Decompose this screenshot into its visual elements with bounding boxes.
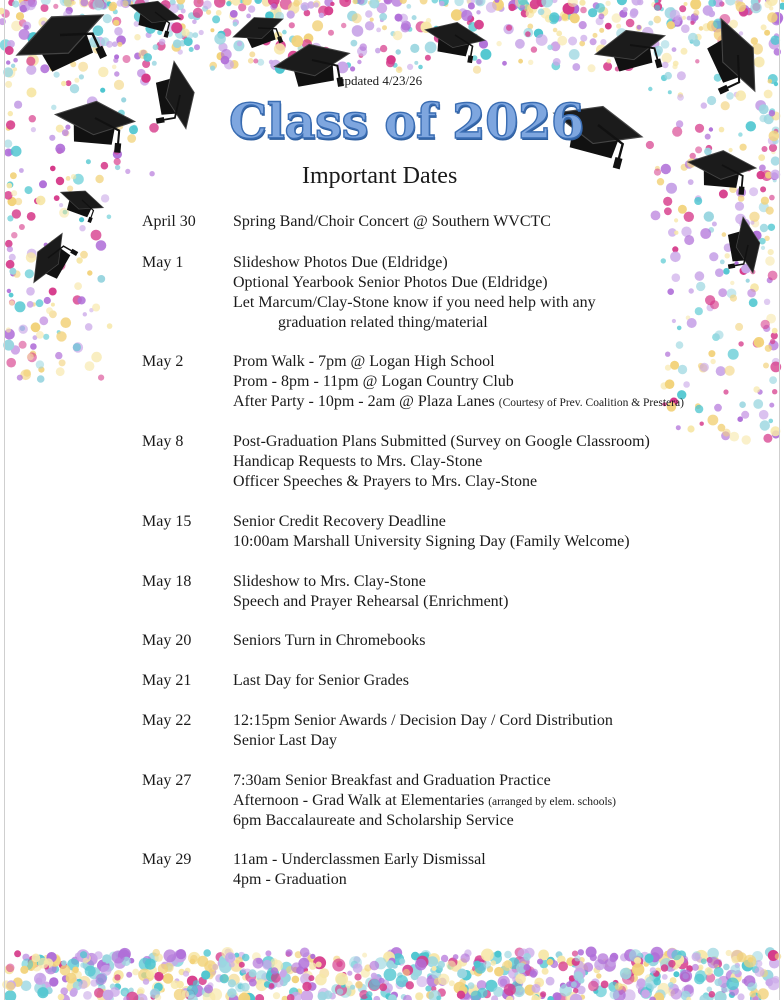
page-title: Class of 2026 xyxy=(229,94,584,150)
event-line-text: After Party - 10pm - 2am @ Plaza Lanes xyxy=(233,393,495,410)
event-line: 11am - Underclassmen Early Dismissal xyxy=(233,851,486,868)
event-date: May 2 xyxy=(142,353,184,370)
graduation-cap-icon xyxy=(147,59,201,134)
event-line xyxy=(233,392,684,413)
event-line: Officer Speeches & Prayers to Mrs. Clay-Stone xyxy=(233,473,538,490)
graduation-cap-icon xyxy=(421,17,487,65)
event-note: (Courtesy of Prev. Coalition & Prestera) xyxy=(498,397,684,409)
event-line: Seniors Turn in Chromebooks xyxy=(233,632,426,649)
event-line: 7:30am Senior Breakfast and Graduation Practice xyxy=(233,772,551,789)
event-note: (arranged by elem. schools) xyxy=(488,796,616,808)
graduation-cap-icon xyxy=(685,148,757,196)
event-line: Optional Yearbook Senior Photos Due (Eldridge) xyxy=(233,274,548,291)
event-date: May 27 xyxy=(142,772,192,789)
event-line: 12:15pm Senior Awards / Decision Day / Cord Distribution xyxy=(233,712,613,729)
event-line: Last Day for Senior Grades xyxy=(233,672,409,689)
graduation-cap-icon xyxy=(720,215,765,277)
event-line: Prom Walk - 7pm @ Logan High School xyxy=(233,353,495,370)
event-date: May 29 xyxy=(142,851,192,868)
event-line: Senior Last Day xyxy=(233,732,337,749)
graduation-cap-icon xyxy=(692,12,770,105)
graduation-cap-icon xyxy=(124,0,184,40)
event-line: Prom - 8pm - 11pm @ Logan Country Club xyxy=(233,373,514,390)
graduation-cap-icon xyxy=(23,227,82,294)
event-line: graduation related thing/material xyxy=(278,314,488,331)
graduation-cap-icon xyxy=(591,21,672,83)
event-line: Post-Graduation Plans Submitted (Survey on Google Classroom) xyxy=(233,433,650,450)
event-line: 10:00am Marshall University Signing Day (Family Welcome) xyxy=(233,533,630,550)
event-line: Speech and Prayer Rehearsal (Enrichment) xyxy=(233,593,509,610)
event-line-text: Afternoon - Grad Walk at Elementaries xyxy=(233,792,485,809)
event-date: May 22 xyxy=(142,712,192,729)
event-line: Let Marcum/Clay-Stone know if you need help with any xyxy=(233,294,596,311)
event-line: Slideshow to Mrs. Clay-Stone xyxy=(233,573,426,590)
graduation-cap-icon xyxy=(54,183,106,225)
event-line: Slideshow Photos Due (Eldridge) xyxy=(233,254,448,271)
event-line: 6pm Baccalaureate and Scholarship Service xyxy=(233,812,514,829)
event-line: Spring Band/Choir Concert @ Southern WVCTC xyxy=(233,213,551,230)
event-date: May 18 xyxy=(142,573,192,590)
page-subtitle: Important Dates xyxy=(302,163,458,189)
event-date: April 30 xyxy=(142,213,196,230)
event-date: May 8 xyxy=(142,433,184,450)
graduation-cap-icon xyxy=(229,8,290,57)
graduation-cap-icon xyxy=(8,0,119,90)
event-date: May 1 xyxy=(142,254,184,271)
event-date: May 15 xyxy=(142,513,192,530)
event-date: May 21 xyxy=(142,672,192,689)
event-date: May 20 xyxy=(142,632,192,649)
event-line: Handicap Requests to Mrs. Clay-Stone xyxy=(233,453,483,470)
updated-date: updated 4/23/26 xyxy=(338,73,423,88)
event-line: Senior Credit Recovery Deadline xyxy=(233,513,446,530)
event-line: 4pm - Graduation xyxy=(233,871,347,888)
event-line xyxy=(233,791,616,812)
graduation-cap-icon xyxy=(52,98,136,154)
